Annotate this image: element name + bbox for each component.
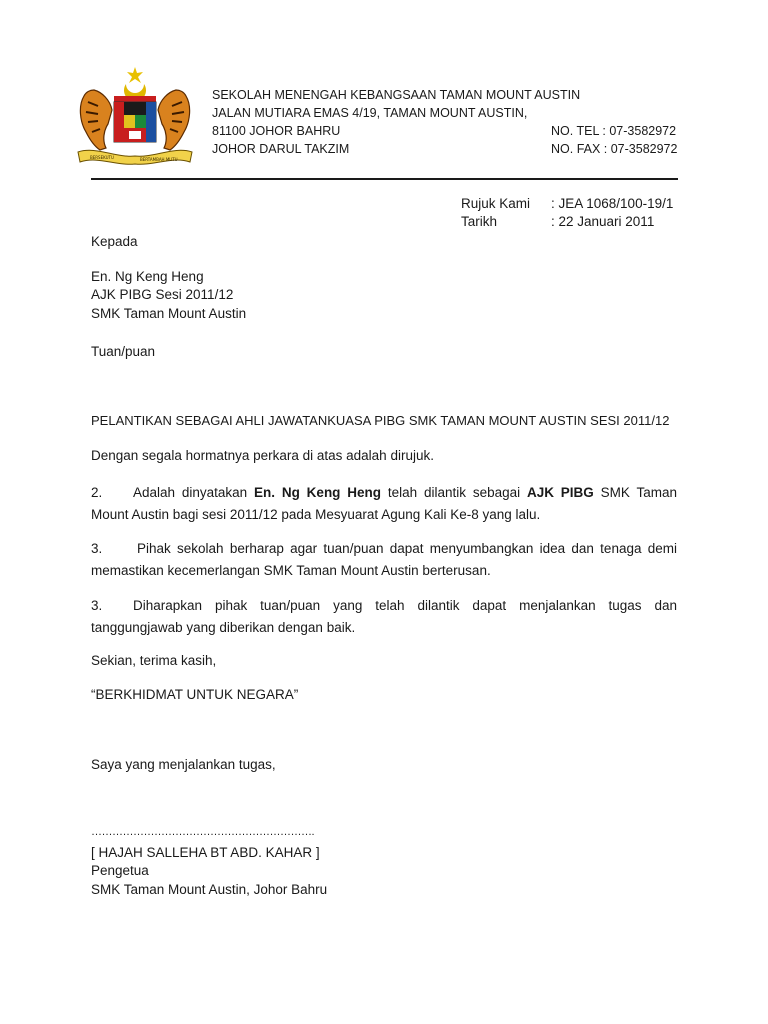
signatory-name: [ HAJAH SALLEHA BT ABD. KAHAR ]: [91, 845, 320, 860]
paragraph-text: Pihak sekolah berharap agar tuan/puan dapat menyumbangkan idea dan tenaga demi memastikan kecemerlangan SMK Taman Mount Austin berterusan.: [91, 541, 677, 578]
paragraph-text: SMK Taman Mount Austin bagi sesi 2011/12 pada Mesyuarat Agung Kali Ke-8 yang lalu.: [91, 485, 678, 522]
crest-motto-left: BERSEKUTU: [90, 155, 114, 160]
paragraph-4: [91, 595, 677, 639]
opening-line: Dengan segala hormatnya perkara di atas adalah dirujuk.: [91, 448, 434, 463]
recipient-role: AJK PIBG Sesi 2011/12: [91, 287, 234, 302]
signatory-title: Pengetua: [91, 863, 149, 878]
reference-label: Rujuk Kami: [461, 196, 531, 211]
signatory-school: SMK Taman Mount Austin, Johor Bahru: [91, 882, 328, 897]
to-label: Kepada: [91, 234, 138, 249]
date-value: : 22 Januari 2011: [551, 214, 655, 229]
subject-line: PELANTIKAN SEBAGAI AHLI JAWATANKUASA PIBG SMK TAMAN MOUNT AUSTIN SESI 2011/12: [91, 413, 670, 428]
paragraph-text: Adalah dinyatakan: [133, 485, 255, 500]
paragraph-2: [91, 482, 677, 526]
reference-value: : JEA 1068/100-19/1: [551, 196, 674, 211]
signature-intro: Saya yang menjalankan tugas,: [91, 757, 276, 772]
recipient-name: En. Ng Keng Heng: [91, 269, 204, 284]
recipient-school: SMK Taman Mount Austin: [91, 306, 247, 321]
coat-of-arms-logo: [76, 66, 194, 170]
school-name: SEKOLAH MENENGAH KEBANGSAAN TAMAN MOUNT AUSTIN: [212, 88, 581, 102]
paragraph-number: 3.: [91, 598, 103, 613]
telephone-number: NO. TEL : 07-3582972: [551, 124, 677, 138]
slogan: “BERKHIDMAT UNTUK NEGARA”: [91, 687, 299, 702]
address-line-3: JOHOR DARUL TAKZIM: [212, 142, 350, 156]
crest-motto-right: BERTAMBAH MUTU: [140, 157, 178, 162]
salutation: Tuan/puan: [91, 344, 156, 359]
date-label: Tarikh: [461, 214, 498, 229]
paragraph-text: Diharapkan pihak tuan/puan yang telah dilantik dapat menjalankan tugas dan tanggungjawab yang diberikan dengan baik.: [91, 598, 677, 635]
signature-line: ……………………………………………………….: [91, 826, 315, 838]
paragraph-text: telah dilantik sebagai: [381, 485, 527, 500]
address-line-2: 81100 JOHOR BAHRU: [212, 124, 341, 138]
position-name: AJK PIBG: [526, 485, 594, 500]
paragraph-3: [91, 538, 677, 582]
appointee-name: En. Ng Keng Heng: [254, 485, 382, 500]
closing-line: Sekian, terima kasih,: [91, 653, 217, 668]
paragraph-number: 2.: [91, 485, 103, 500]
fax-number: NO. FAX : 07-3582972: [551, 142, 678, 156]
paragraph-number: 3.: [91, 541, 103, 556]
letterhead-divider: [91, 178, 678, 180]
address-line-1: JALAN MUTIARA EMAS 4/19, TAMAN MOUNT AUSTIN,: [212, 106, 528, 120]
